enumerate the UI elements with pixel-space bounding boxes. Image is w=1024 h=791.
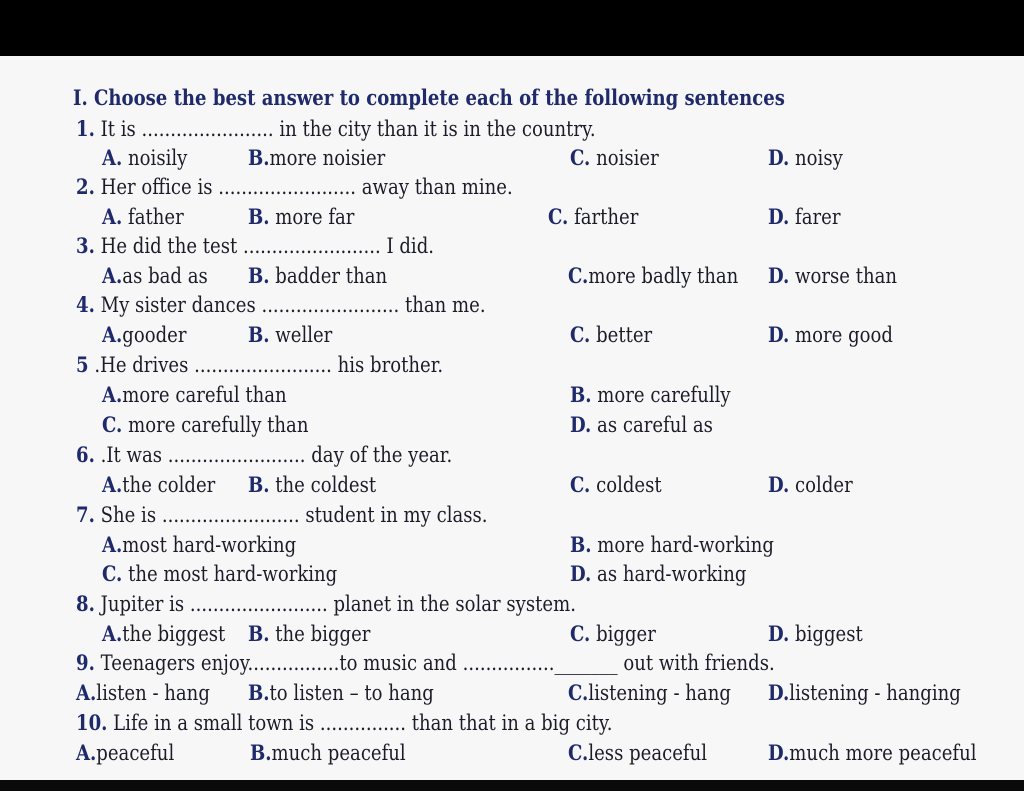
option-letter: C.: [570, 322, 591, 347]
question-9: [76, 650, 775, 676]
option-text: to listen – to hang: [269, 681, 434, 705]
option-letter: A.: [102, 204, 123, 229]
option-letter: D.: [768, 322, 790, 347]
question-text: .He drives ........................ his brother.: [94, 353, 444, 377]
q1-option-a[interactable]: [102, 145, 187, 171]
question-number: 7.: [76, 502, 95, 527]
q5-option-c[interactable]: [102, 412, 308, 438]
q9-option-c[interactable]: [568, 680, 731, 706]
q9-option-d[interactable]: [768, 680, 961, 706]
option-text: listening - hang: [588, 681, 731, 705]
option-text: gooder: [122, 323, 187, 347]
option-letter: C.: [570, 472, 591, 497]
q7-option-a[interactable]: [102, 532, 296, 558]
question-text: She is ........................ student in my class.: [100, 503, 488, 527]
q8-option-a[interactable]: [102, 621, 225, 647]
option-text: listen - hang: [96, 681, 210, 705]
section-title: I. Choose the best answer to complete each of the following sentences: [73, 85, 785, 110]
option-letter: A.: [76, 740, 97, 765]
option-letter: C.: [568, 680, 589, 705]
worksheet-page: [0, 56, 1024, 780]
q6-option-d[interactable]: [768, 472, 853, 498]
q1-option-d[interactable]: [768, 145, 843, 171]
option-text: noisy: [789, 146, 843, 170]
option-letter: B.: [248, 680, 270, 705]
option-text: less peaceful: [588, 741, 707, 765]
option-letter: A.: [102, 472, 123, 497]
option-letter: B.: [248, 204, 270, 229]
option-letter: B.: [248, 145, 270, 170]
q2-option-d[interactable]: [768, 204, 840, 230]
option-text: peaceful: [96, 741, 175, 765]
option-letter: D.: [768, 680, 790, 705]
q7-option-d[interactable]: [570, 561, 746, 587]
q6-option-a[interactable]: [102, 472, 215, 498]
option-text: colder: [789, 473, 853, 497]
option-letter: D.: [768, 472, 790, 497]
option-letter: A.: [76, 680, 97, 705]
question-number: 4.: [76, 292, 95, 317]
q7-option-c[interactable]: [102, 561, 337, 587]
option-text: the coldest: [269, 473, 377, 497]
q4-option-c[interactable]: [570, 322, 652, 348]
q2-option-c[interactable]: [548, 204, 638, 230]
q3-option-b[interactable]: [248, 263, 387, 289]
option-text: much peaceful: [271, 741, 406, 765]
q9-option-a[interactable]: [76, 680, 210, 706]
q2-option-a[interactable]: [102, 204, 184, 230]
question-text: Teenagers enjoy................to music and ................_______ out with friends.: [100, 651, 775, 675]
q2-option-b[interactable]: [248, 204, 354, 230]
q3-option-d[interactable]: [768, 263, 897, 289]
question-text: Her office is ........................ away than mine.: [100, 175, 513, 199]
option-text: noisier: [590, 146, 659, 170]
q10-option-d[interactable]: [768, 740, 977, 766]
q8-option-c[interactable]: [570, 621, 656, 647]
question-text: .It was ........................ day of the year.: [100, 443, 453, 467]
option-text: more noisier: [269, 146, 386, 170]
option-letter: A.: [102, 532, 123, 557]
q1-option-c[interactable]: [570, 145, 659, 171]
option-letter: C.: [568, 740, 589, 765]
option-text: coldest: [590, 473, 662, 497]
question-number: 2.: [76, 174, 95, 199]
option-text: more good: [789, 323, 893, 347]
option-text: the colder: [122, 473, 216, 497]
option-letter: C.: [570, 145, 591, 170]
option-text: more hard-working: [591, 533, 774, 557]
option-letter: C.: [570, 621, 591, 646]
q1-option-b[interactable]: [248, 145, 385, 171]
q5-option-d[interactable]: [570, 412, 713, 438]
question-2: [76, 174, 513, 200]
option-text: more careful than: [122, 383, 287, 407]
q8-option-b[interactable]: [248, 621, 370, 647]
option-text: the most hard-working: [122, 562, 338, 586]
option-letter: B.: [248, 322, 270, 347]
option-letter: C.: [102, 412, 123, 437]
option-letter: B.: [248, 263, 270, 288]
question-4: [76, 292, 486, 318]
option-text: worse than: [789, 264, 898, 288]
q4-option-d[interactable]: [768, 322, 893, 348]
option-letter: D.: [768, 263, 790, 288]
option-text: weller: [269, 323, 333, 347]
option-text: as hard-working: [591, 562, 747, 586]
option-letter: D.: [768, 621, 790, 646]
option-text: much more peaceful: [789, 741, 977, 765]
option-letter: D.: [768, 740, 790, 765]
option-text: as bad as: [122, 264, 208, 288]
question-number: 1.: [76, 116, 95, 141]
question-10: [76, 710, 612, 736]
option-text: as careful as: [591, 413, 713, 437]
option-letter: D.: [570, 561, 592, 586]
option-text: the bigger: [269, 622, 371, 646]
question-number: 8.: [76, 591, 95, 616]
question-5: [76, 352, 443, 378]
q10-option-a[interactable]: [76, 740, 174, 766]
option-letter: C.: [568, 263, 589, 288]
q5-option-b[interactable]: [570, 382, 731, 408]
q5-option-a[interactable]: [102, 382, 287, 408]
option-letter: A.: [102, 322, 123, 347]
option-text: most hard-working: [122, 533, 297, 557]
option-text: biggest: [789, 622, 863, 646]
option-letter: B.: [248, 472, 270, 497]
option-letter: B.: [570, 532, 592, 557]
option-letter: D.: [570, 412, 592, 437]
option-letter: B.: [570, 382, 592, 407]
bottom-black-bar: [0, 780, 1024, 791]
option-text: more carefully: [591, 383, 731, 407]
question-1: [76, 116, 596, 142]
q8-option-d[interactable]: [768, 621, 863, 647]
option-text: listening - hanging: [789, 681, 961, 705]
q6-option-c[interactable]: [570, 472, 662, 498]
option-text: farer: [789, 205, 841, 229]
q9-option-b[interactable]: [248, 680, 434, 706]
question-6: [76, 442, 452, 468]
q10-option-b[interactable]: [250, 740, 406, 766]
question-number: 10.: [76, 710, 108, 735]
q3-option-a[interactable]: [102, 263, 208, 289]
question-text: Jupiter is ........................ planet in the solar system.: [100, 592, 576, 616]
question-number: 6.: [76, 442, 95, 467]
q10-option-c[interactable]: [568, 740, 707, 766]
option-text: farther: [568, 205, 639, 229]
option-letter: C.: [548, 204, 569, 229]
option-letter: C.: [102, 561, 123, 586]
question-text: It is ....................... in the city than it is in the country.: [100, 117, 596, 141]
option-letter: A.: [102, 621, 123, 646]
q4-option-a[interactable]: [102, 322, 186, 348]
option-letter: D.: [768, 204, 790, 229]
option-text: better: [590, 323, 653, 347]
question-number: 9.: [76, 650, 95, 675]
question-text: My sister dances ........................ than me.: [100, 293, 486, 317]
option-letter: B.: [248, 621, 270, 646]
option-text: badder than: [269, 264, 388, 288]
q7-option-b[interactable]: [570, 532, 774, 558]
q4-option-b[interactable]: [248, 322, 332, 348]
option-text: more far: [269, 205, 355, 229]
option-text: noisily: [122, 146, 188, 170]
question-text: He did the test ........................ I did.: [100, 234, 435, 258]
option-letter: B.: [250, 740, 272, 765]
question-3: [76, 233, 434, 259]
top-black-bar: [0, 0, 1024, 56]
q3-option-c[interactable]: [568, 263, 738, 289]
question-number: 5: [76, 352, 89, 377]
option-text: more badly than: [588, 264, 739, 288]
option-text: bigger: [590, 622, 656, 646]
option-letter: D.: [768, 145, 790, 170]
option-letter: A.: [102, 145, 123, 170]
question-text: Life in a small town is ............... than that in a big city.: [113, 711, 613, 735]
option-text: more carefully than: [122, 413, 309, 437]
option-letter: A.: [102, 382, 123, 407]
option-text: the biggest: [122, 622, 226, 646]
question-number: 3.: [76, 233, 95, 258]
option-text: father: [122, 205, 184, 229]
q6-option-b[interactable]: [248, 472, 376, 498]
option-letter: A.: [102, 263, 123, 288]
question-7: [76, 502, 488, 528]
question-8: [76, 591, 576, 617]
